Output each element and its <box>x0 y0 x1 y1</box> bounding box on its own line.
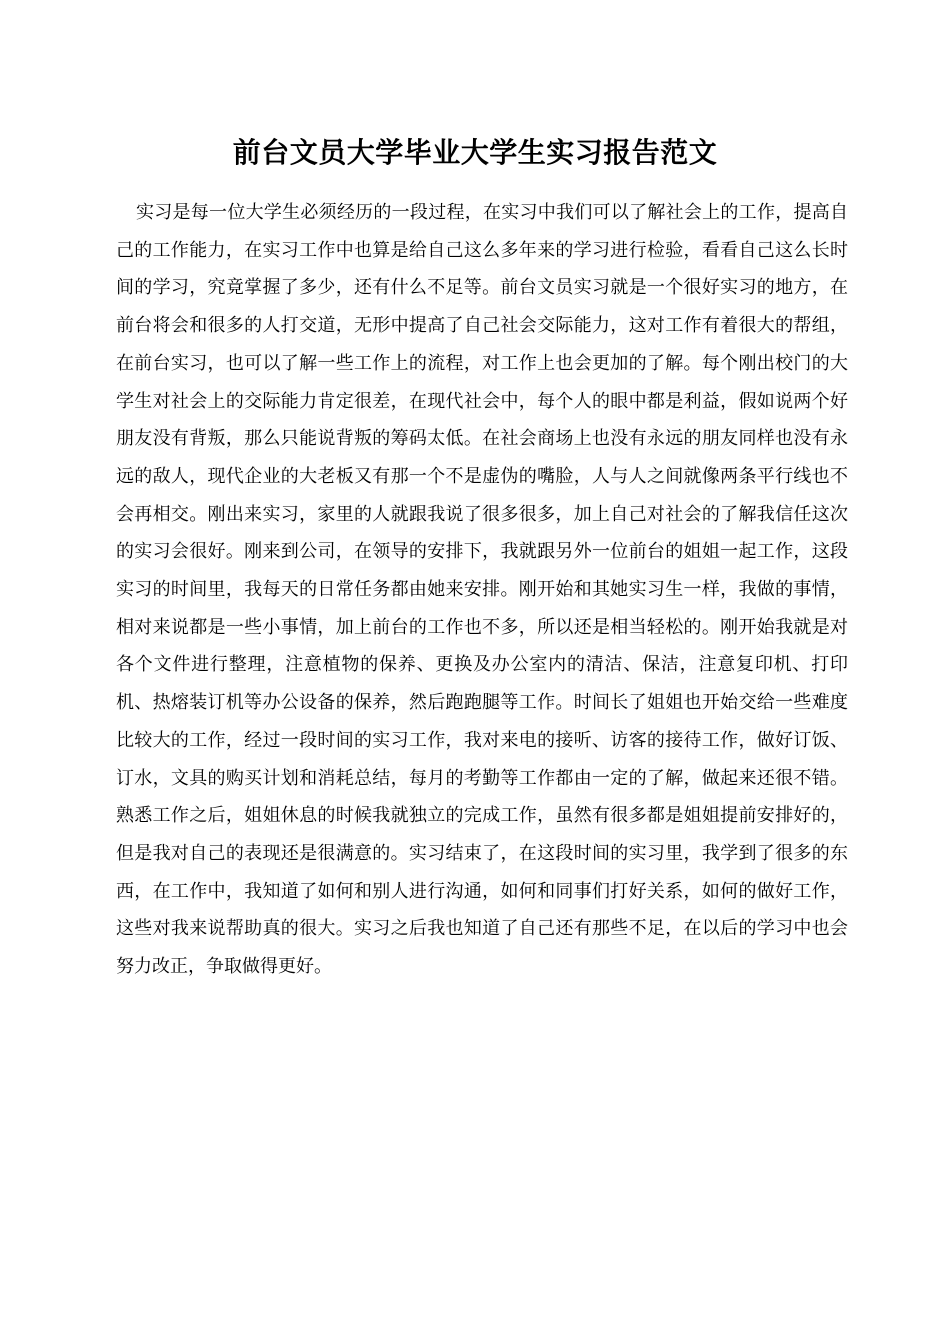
document-title: 前台文员大学毕业大学生实习报告范文 <box>232 136 718 169</box>
body-paragraph: 实习是每一位大学生必须经历的一段过程，在实习中我们可以了解社会上的工作，提高自己的工作能力，在实习工作中也算是给自己这么多年来的学习进行检验，看看自己这么长时间的学习，究竟掌握了多少，还有什么不足等。前台文员实习就是一个很好实习的地方，在前台将会和很多的人打交道，无形中提高了自己社会交际能力，这对工作有着很大的帮组，在前台实习，也可以了解一些工作上的流程，对工作上也会更加的了解。每个刚出校门的大学生对社会上的交际能力肯定很差，在现代社会中，每个人的眼中都是利益，假如说两个好朋友没有背叛，那么只能说背叛的筹码太低。在社会商场上也没有永远的朋友同样也没有永远的敌人，现代企业的大老板又有那一个不是虚伪的嘴脸，人与人之间就像两条平行线也不会再相交。刚出来实习，家里的人就跟我说了很多很多，加上自己对社会的了解我信任这次的实习会很好。刚来到公司，在领导的安排下，我就跟另外一位前台的姐姐一起工作，这段实习的时间里，我每天的日常任务都由她来安排。刚开始和其她实习生一样，我做的事情，相对来说都是一些小事情，加上前台的工作也不多，所以还是相当轻松的。刚开始我就是对各个文件进行整理，注意植物的保养、更换及办公室内的清洁、保洁，注意复印机、打印机、热熔装订机等办公设备的保养，然后跑跑腿等工作。时间长了姐姐也开始交给一些难度比较大的工作，经过一段时间的实习工作，我对来电的接听、访客的接待工作，做好订饭、订水，文具的购买计划和消耗总结，每月的考勤等工作都由一定的了解，做起来还很不错。熟悉工作之后，姐姐休息的时候我就独立的完成工作，虽然有很多都是姐姐提前安排好的，但是我对自己的表现还是很满意的。实习结束了，在这段时间的实习里，我学到了很多的东西，在工作中，我知道了如何和别人进行沟通，如何和同事们打好关系，如何的做好工作，这些对我来说帮助真的很大。实习之后我也知道了自己还有那些不足，在以后的学习中也会努力改正，争取做得更好。 <box>116 202 848 978</box>
